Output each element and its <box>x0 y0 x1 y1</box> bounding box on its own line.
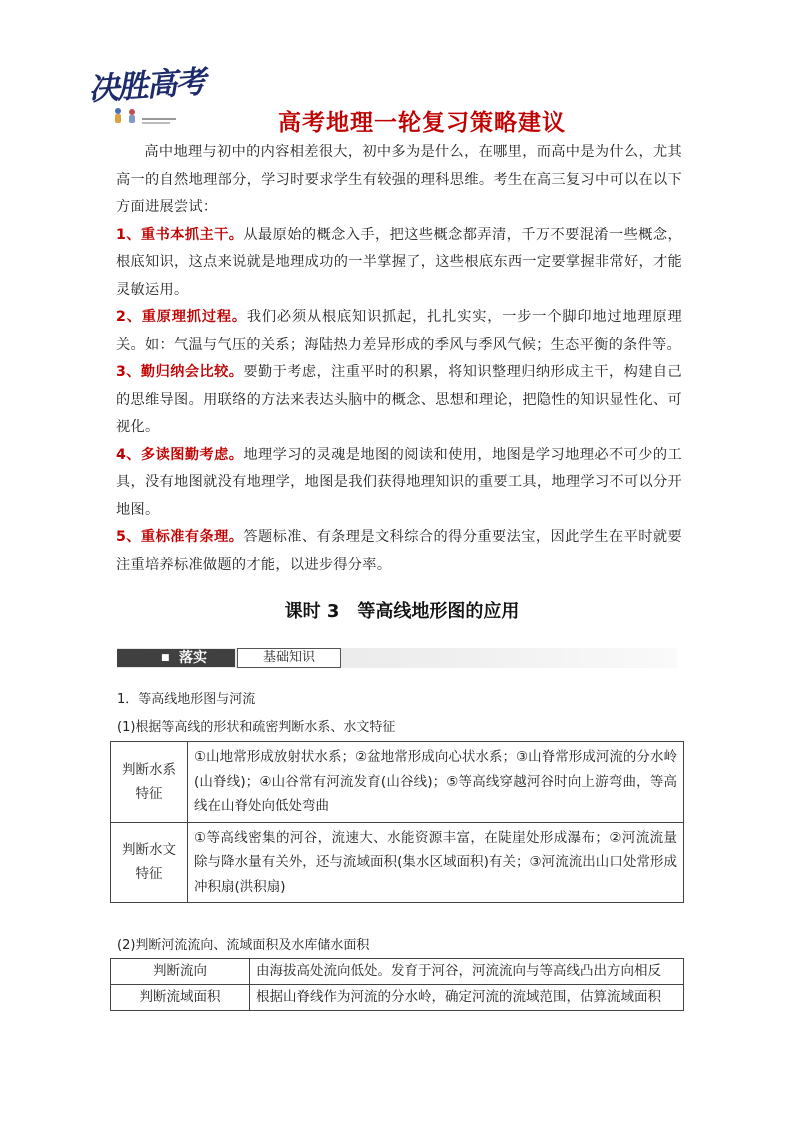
table-cell: ①山地常形成放射状水系；②盆地常形成向心状水系；③山脊常形成河流的分水岭(山脊线)；④山谷常有河流发育(山谷线)；⑤等高线穿越河谷时向上游弯曲，等高线在山脊处向低处弯曲 <box>188 742 684 823</box>
table-row-header: 判断水文特征 <box>111 822 188 903</box>
strategy-heading: 5、重标准有条理。 <box>116 529 244 545</box>
intro-paragraph: 高中地理与初中的内容相差很大，初中多为是什么，在哪里，而高中是为什么，尤其高一的自然地理部分，学习时要求学生有较强的理科思维。考生在高三复习中可以在以下方面进展尝试： <box>116 144 682 215</box>
strategy-heading: 3、勤归纳会比较。 <box>116 364 244 380</box>
strategy-item <box>116 222 682 305</box>
table-row-header: 判断流域面积 <box>111 985 250 1011</box>
river-flow-table <box>110 958 684 1011</box>
strategy-item <box>116 442 682 525</box>
strategy-text: 地理学习的灵魂是地图的阅读和使用，地图是学习地理必不可少的工具，没有地图就没有地理学，地图是我们获得地理知识的重要工具，地理学习不可以分开地图。 <box>116 446 682 518</box>
strategy-text: 要勤于考虑，注重平时的积累，将知识整理归纳形成主干，构建自己的思维导图。用联络的方法来表达头脑中的概念、思想和理论，把隐性的知识显性化、可视化。 <box>116 364 682 435</box>
section-label-block <box>117 649 235 667</box>
table-row <box>111 985 684 1011</box>
strategy-item <box>116 359 682 442</box>
table-row-header: 判断水系特征 <box>111 742 188 823</box>
section-label: 落实 <box>179 650 207 666</box>
strategy-heading: 1、重书本抓主干。 <box>116 226 244 243</box>
section-bar <box>117 648 677 668</box>
square-bullet-icon: ■ <box>161 653 170 663</box>
strategy-text: 我们必须从根底知识抓起，扎扎实实，一步一个脚印地过地理原理关。如：气温与气压的关系；海陆热力差异形成的季风与季风气候；生态平衡的条件等。 <box>116 309 682 353</box>
logo-text: 决胜高考 <box>87 63 206 108</box>
water-features-table <box>110 741 684 903</box>
document-title: 高考地理一轮复习策略建议 <box>278 110 566 136</box>
strategy-body <box>116 139 682 579</box>
table-cell: ①等高线密集的河谷，流速大、水能资源丰富，在陡崖处形成瀑布；②河流流量除与降水量有关外，还与流域面积(集水区域面积)有关；③河流流出山口处常形成冲积扇(洪积扇) <box>188 822 684 903</box>
section-tab: 基础知识 <box>237 648 341 668</box>
lesson-title: 课时 3 等高线地形图的应用 <box>284 601 520 622</box>
subpoint-heading: (2)判断河流流向、流域面积及水库储水面积 <box>117 938 370 953</box>
strategy-heading: 4、多读图勤考虑。 <box>116 446 244 463</box>
table-cell: 根据山脊线作为河流的分水岭，确定河流的流域范围，估算流域面积 <box>250 985 684 1011</box>
strategy-text: 从最原始的概念入手，把这些概念都弄清，千万不要混淆一些概念，根底知识，这点来说就是地理成功的一半掌握了，这些根底东西一定要掌握非常好，才能灵敏运用。 <box>116 226 682 298</box>
strategy-item <box>116 304 682 359</box>
table-row <box>111 822 684 903</box>
table-row <box>111 742 684 823</box>
table-row <box>111 959 684 985</box>
strategy-text: 答题标准、有条理是文科综合的得分重要法宝，因此学生在平时就要注重培养标准做题的才能，以进步得分率。 <box>116 529 682 573</box>
subpoint-heading: (1)根据等高线的形状和疏密判断水系、水文特征 <box>117 720 396 735</box>
strategy-heading: 2、重原理抓过程。 <box>116 309 247 325</box>
table-row-header: 判断流向 <box>111 959 250 985</box>
table-cell: 由海拔高处流向低处。发育于河谷，河流流向与等高线凸出方向相反 <box>250 959 684 985</box>
strategy-item <box>116 524 682 579</box>
point-heading: 1．等高线地形图与河流 <box>117 692 256 707</box>
